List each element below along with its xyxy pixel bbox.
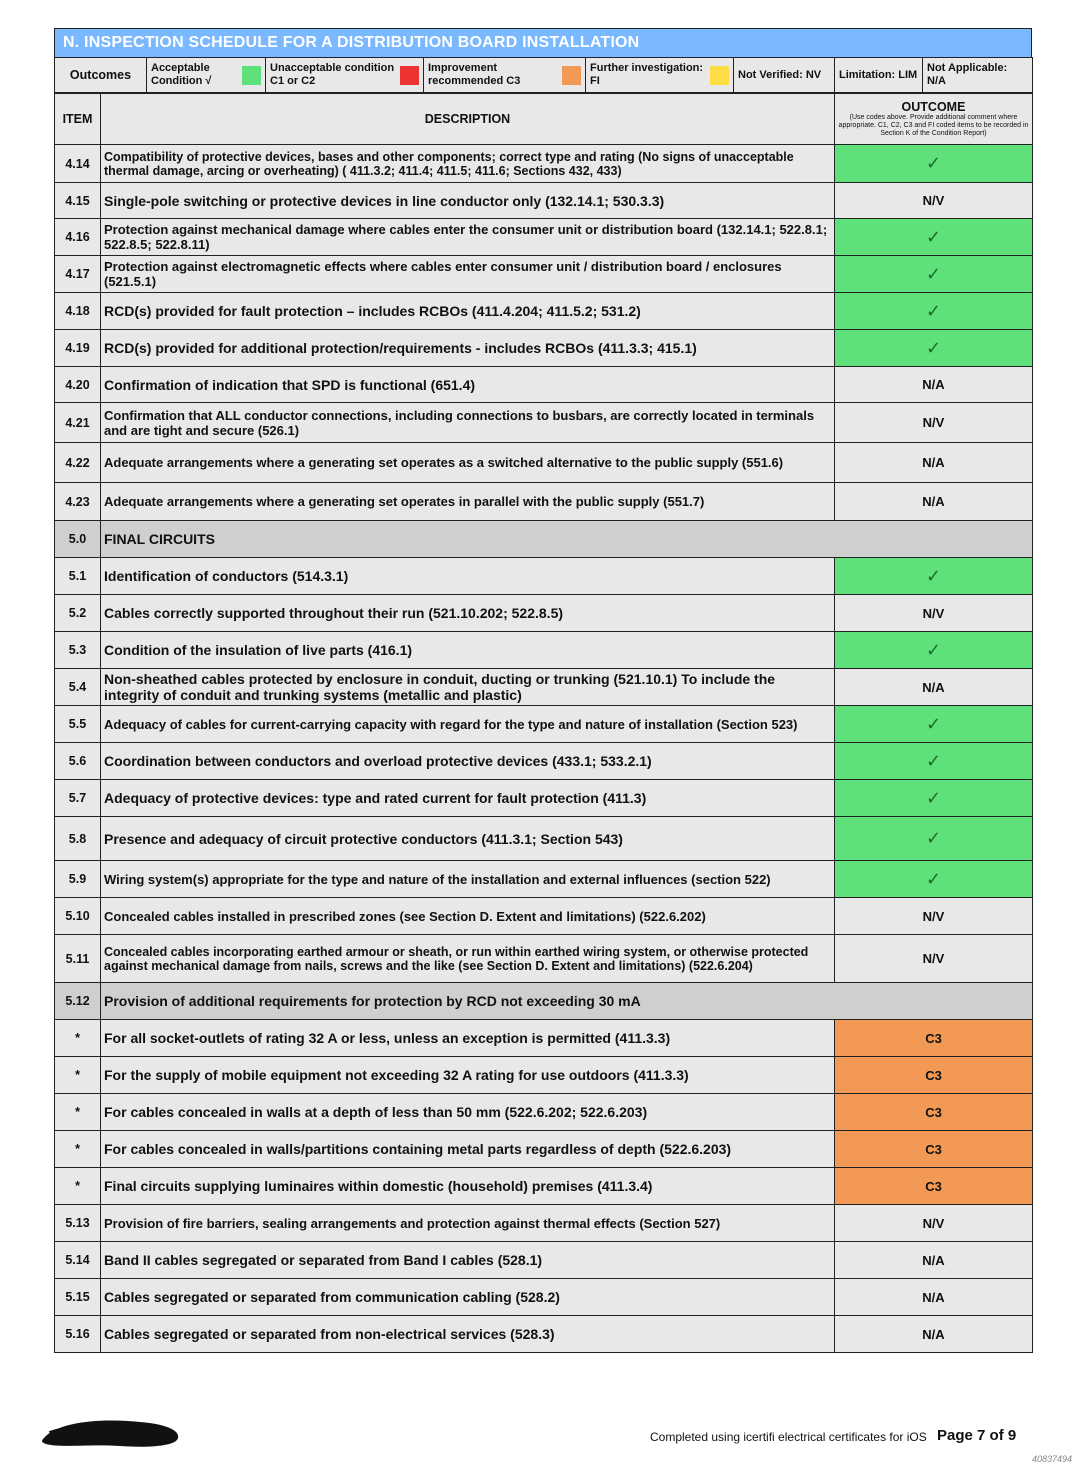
item-description: Presence and adequacy of circuit protective conductors (411.3.1; Section 543) (101, 817, 835, 861)
section-row (55, 521, 1033, 558)
item-description: Final circuits supplying luminaires within domestic (household) premises (411.3.4) (101, 1168, 835, 1205)
outcome-acceptable-check: ✓ (835, 145, 1033, 183)
schedule-table (54, 93, 1033, 1353)
item-description: Adequacy of protective devices: type and rated current for fault protection (411.3) (101, 780, 835, 817)
table-row (55, 743, 1033, 780)
outcome-acceptable-check: ✓ (835, 558, 1033, 595)
item-number: 5.12 (55, 983, 101, 1020)
item-number: 4.20 (55, 367, 101, 403)
item-number: 5.6 (55, 743, 101, 780)
outcome-acceptable-check: ✓ (835, 632, 1033, 669)
table-row (55, 483, 1033, 521)
outcome-acceptable-check: ✓ (835, 293, 1033, 330)
table-row (55, 1131, 1033, 1168)
item-description: Adequate arrangements where a generating set operates in parallel with the public supply (551.7) (101, 483, 835, 521)
outcome-code: N/A (835, 1316, 1033, 1353)
item-number: 5.16 (55, 1316, 101, 1353)
outcome-code: C3 (835, 1168, 1033, 1205)
table-row (55, 706, 1033, 743)
item-number: * (55, 1131, 101, 1168)
red-swatch (400, 66, 419, 85)
item-number: 4.15 (55, 183, 101, 219)
outcome-code: N/V (835, 183, 1033, 219)
outcome-acceptable-check: ✓ (835, 780, 1033, 817)
item-number: 4.22 (55, 443, 101, 483)
outcome-acceptable-check: ✓ (835, 817, 1033, 861)
description-column-header: DESCRIPTION (101, 94, 835, 145)
table-row (55, 1168, 1033, 1205)
item-description: Compatibility of protective devices, bases and other components; correct type and rating (No signs of unacceptable thermal damage, arcing or overheating) ( 411.3.2; 411.4; 411.5; 411.6; Sections 432, 433) (101, 145, 835, 183)
item-description: Single-pole switching or protective devices in line conductor only (132.14.1; 530.3.3) (101, 183, 835, 219)
item-description: FINAL CIRCUITS (101, 521, 1033, 558)
table-row (55, 183, 1033, 219)
table-row (55, 898, 1033, 935)
item-number: 4.21 (55, 403, 101, 443)
section-row (55, 983, 1033, 1020)
legend-not-verified: Not Verified: NV (734, 58, 835, 93)
signature-redaction (40, 1416, 182, 1450)
outcome-code: C3 (835, 1094, 1033, 1131)
item-description: Confirmation of indication that SPD is functional (651.4) (101, 367, 835, 403)
item-description: Provision of fire barriers, sealing arrangements and protection against thermal effects (Section 527) (101, 1205, 835, 1242)
item-number: * (55, 1094, 101, 1131)
table-row (55, 817, 1033, 861)
item-description: Cables segregated or separated from non-electrical services (528.3) (101, 1316, 835, 1353)
item-description: Coordination between conductors and overload protective devices (433.1; 533.2.1) (101, 743, 835, 780)
item-number: 5.7 (55, 780, 101, 817)
item-number: 5.4 (55, 669, 101, 706)
item-description: Non-sheathed cables protected by enclosure in conduit, ducting or trunking (521.10.1) To include the integrity of conduit and trunking systems (metallic and plastic) (101, 669, 835, 706)
item-number: * (55, 1020, 101, 1057)
table-row (55, 1020, 1033, 1057)
item-number: 5.10 (55, 898, 101, 935)
legend-improvement: Improvement recommended C3 (424, 58, 586, 93)
item-number: * (55, 1168, 101, 1205)
schedule-title: N. INSPECTION SCHEDULE FOR A DISTRIBUTION BOARD INSTALLATION (54, 28, 1032, 57)
legend-limitation: Limitation: LIM (835, 58, 923, 93)
item-description: Protection against mechanical damage where cables enter the consumer unit or distribution board (132.14.1; 522.8.1; 522.8.5; 522.8.11) (101, 219, 835, 256)
item-column-header: ITEM (55, 94, 101, 145)
table-row (55, 558, 1033, 595)
item-description: For all socket-outlets of rating 32 A or less, unless an exception is permitted (411.3.3) (101, 1020, 835, 1057)
outcome-acceptable-check: ✓ (835, 861, 1033, 898)
item-number: 4.14 (55, 145, 101, 183)
item-description: Confirmation that ALL conductor connections, including connections to busbars, are correctly located in terminals and are tight and secure (526.1) (101, 403, 835, 443)
item-number: 5.13 (55, 1205, 101, 1242)
item-description: Band II cables segregated or separated from Band I cables (528.1) (101, 1242, 835, 1279)
outcome-code: N/A (835, 1242, 1033, 1279)
outcome-header-note: (Use codes above. Provide additional comment where appropriate. C1, C2, C3 and FI coded items to be recorded in Section K of the Condition Report) (838, 114, 1029, 137)
table-header-row (55, 94, 1033, 145)
legend-acceptable: Acceptable Condition √ (147, 58, 266, 93)
item-description: Protection against electromagnetic effects where cables enter consumer unit / distribution board / enclosures (521.5.1) (101, 256, 835, 293)
outcome-code: N/V (835, 595, 1033, 632)
legend-outcomes-label: Outcomes (55, 58, 147, 93)
table-row (55, 632, 1033, 669)
item-description: Provision of additional requirements for protection by RCD not exceeding 30 mA (101, 983, 1033, 1020)
table-row (55, 935, 1033, 983)
table-row (55, 367, 1033, 403)
page-number: Page 7 of 9 (937, 1427, 1017, 1444)
item-number: 4.17 (55, 256, 101, 293)
reference-number: 40837494 (1031, 1454, 1072, 1464)
outcome-acceptable-check: ✓ (835, 330, 1033, 367)
legend-unacceptable: Unacceptable condition C1 or C2 (266, 58, 424, 93)
item-number: 5.15 (55, 1279, 101, 1316)
outcome-acceptable-check: ✓ (835, 743, 1033, 780)
item-number: 4.19 (55, 330, 101, 367)
item-description: Cables correctly supported throughout their run (521.10.202; 522.8.5) (101, 595, 835, 632)
table-row (55, 595, 1033, 632)
table-row (55, 1094, 1033, 1131)
table-row (55, 1316, 1033, 1353)
outcome-code: N/V (835, 1205, 1033, 1242)
outcome-code: N/A (835, 1279, 1033, 1316)
item-description: Identification of conductors (514.3.1) (101, 558, 835, 595)
outcome-acceptable-check: ✓ (835, 256, 1033, 293)
outcome-code: N/A (835, 483, 1033, 521)
item-description: RCD(s) provided for fault protection – includes RCBOs (411.4.204; 411.5.2; 531.2) (101, 293, 835, 330)
item-description: For cables concealed in walls/partitions containing metal parts regardless of depth (522.6.203) (101, 1131, 835, 1168)
item-description: RCD(s) provided for additional protection/requirements - includes RCBOs (411.3.3; 415.1) (101, 330, 835, 367)
item-number: 5.3 (55, 632, 101, 669)
table-row (55, 669, 1033, 706)
legend-not-applicable: Not Applicable: N/A (923, 58, 1033, 93)
outcome-code: N/V (835, 403, 1033, 443)
item-description: Condition of the insulation of live parts (416.1) (101, 632, 835, 669)
item-number: 4.23 (55, 483, 101, 521)
outcome-code: N/V (835, 935, 1033, 983)
item-number: 5.2 (55, 595, 101, 632)
item-number: 5.9 (55, 861, 101, 898)
item-number: 5.0 (55, 521, 101, 558)
table-row (55, 330, 1033, 367)
item-number: 5.11 (55, 935, 101, 983)
outcome-code: C3 (835, 1131, 1033, 1168)
item-number: 5.5 (55, 706, 101, 743)
table-row (55, 1057, 1033, 1094)
item-description: Cables segregated or separated from communication cabling (528.2) (101, 1279, 835, 1316)
table-row (55, 1279, 1033, 1316)
outcome-code: C3 (835, 1020, 1033, 1057)
item-number: 5.14 (55, 1242, 101, 1279)
green-swatch (242, 66, 261, 85)
item-number: 5.1 (55, 558, 101, 595)
outcome-code: N/V (835, 898, 1033, 935)
table-row (55, 780, 1033, 817)
item-description: For cables concealed in walls at a depth of less than 50 mm (522.6.202; 522.6.203) (101, 1094, 835, 1131)
table-row (55, 443, 1033, 483)
item-description: For the supply of mobile equipment not exceeding 32 A rating for use outdoors (411.3.3) (101, 1057, 835, 1094)
item-description: Wiring system(s) appropriate for the type and nature of the installation and external influences (section 522) (101, 861, 835, 898)
outcome-legend (54, 57, 1033, 93)
legend-further-investigation: Further investigation: FI (586, 58, 734, 93)
outcome-acceptable-check: ✓ (835, 706, 1033, 743)
table-row (55, 403, 1033, 443)
table-row (55, 861, 1033, 898)
item-description: Concealed cables installed in prescribed zones (see Section D. Extent and limitations) (522.6.202) (101, 898, 835, 935)
outcome-code: N/A (835, 443, 1033, 483)
outcome-code: N/A (835, 367, 1033, 403)
table-row (55, 1205, 1033, 1242)
completed-using-text: Completed using icertifi electrical certificates for iOS (650, 1430, 927, 1444)
table-row (55, 145, 1033, 183)
outcome-acceptable-check: ✓ (835, 219, 1033, 256)
item-number: 5.8 (55, 817, 101, 861)
item-description: Adequate arrangements where a generating set operates as a switched alternative to the public supply (551.6) (101, 443, 835, 483)
item-number: 4.18 (55, 293, 101, 330)
table-row (55, 219, 1033, 256)
outcome-code: C3 (835, 1057, 1033, 1094)
yellow-swatch (710, 66, 729, 85)
outcome-code: N/A (835, 669, 1033, 706)
item-description: Concealed cables incorporating earthed armour or sheath, or run within earthed wiring system, or otherwise protected against mechanical damage from nails, screws and the like (see Section D. Extent and limitations) (522.6.204) (101, 935, 835, 983)
orange-swatch (562, 66, 581, 85)
inspection-schedule (54, 28, 1032, 1353)
item-number: 4.16 (55, 219, 101, 256)
table-row (55, 256, 1033, 293)
item-description: Adequacy of cables for current-carrying capacity with regard for the type and nature of installation (Section 523) (101, 706, 835, 743)
outcome-header-title: OUTCOME (901, 100, 966, 114)
outcome-column-header (835, 94, 1033, 145)
table-row (55, 293, 1033, 330)
item-number: * (55, 1057, 101, 1094)
table-row (55, 1242, 1033, 1279)
